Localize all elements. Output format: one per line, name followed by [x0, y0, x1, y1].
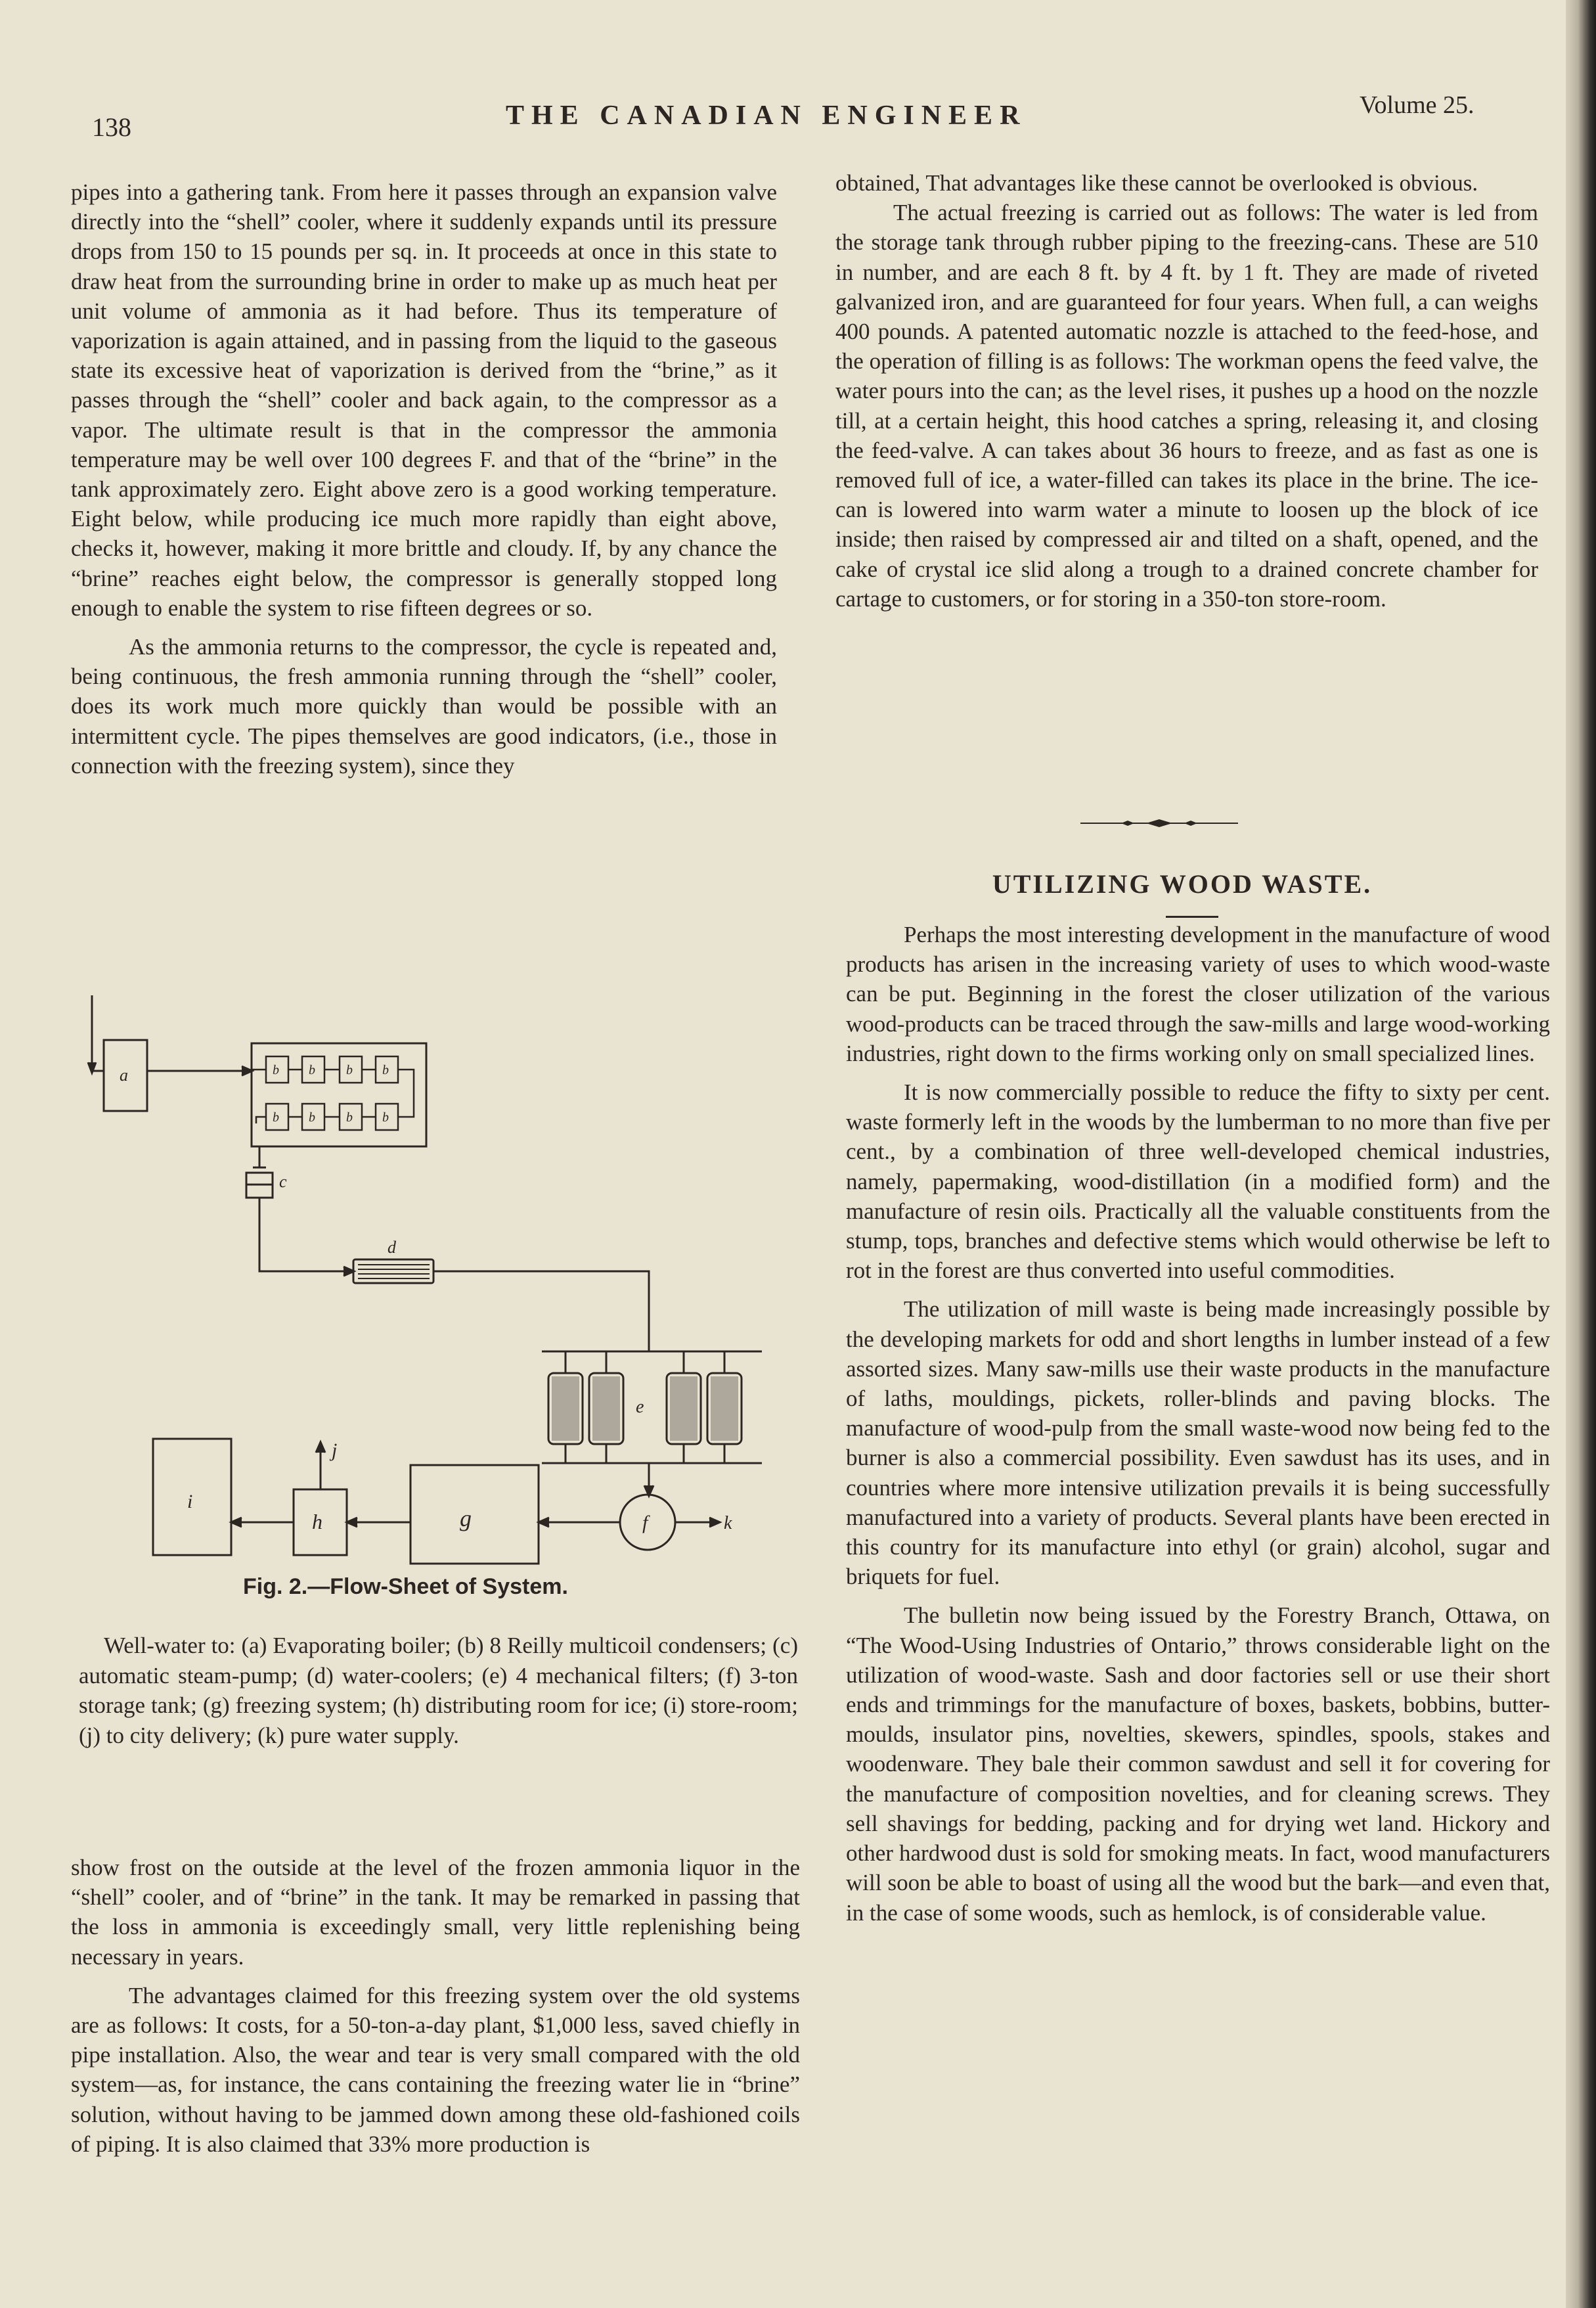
label-k: k — [724, 1513, 732, 1533]
label-h: h — [312, 1510, 322, 1533]
journal-title: THE CANADIAN ENGINEER — [506, 101, 1027, 131]
label-b: b — [273, 1110, 279, 1125]
arrow-head — [347, 1518, 357, 1527]
label-b: b — [309, 1063, 315, 1077]
figure-caption: Fig. 2.—Flow-Sheet of System. — [243, 1574, 568, 1599]
paragraph: As the ammonia returns to the compressor, the cycle is repeated and, being continuous, the fresh ammonia running through the “shell” cooler, does its work much more quickly than would be possible with an intermittent cycle. The pipes themselves are good indicators, (i.e., those in connection with the freezing system), since they — [71, 634, 777, 779]
condenser-labels — [273, 1063, 389, 1125]
label-i: i — [187, 1491, 193, 1512]
mechanical-filters — [548, 1351, 742, 1463]
freezing-system-box — [410, 1465, 539, 1564]
label-b: b — [346, 1110, 353, 1125]
label-g: g — [460, 1505, 472, 1531]
paragraph: The advantages claimed for this freezing system over the old systems are as follows: It costs, for a 50-ton-a-day plant, $1,000 less, saved chiefly in pipe installation. Also, the wear and tear is very small compared with the old system—as, for instance, the cans containing the freezing water lie in “brine” solution, without having to be jammed down among these old-fashioned coils of piping. It is also claimed that 33% more production is — [71, 1982, 800, 2157]
paragraph: pipes into a gathering tank. From here it passes through an expansion valve directly into the “shell” cooler, where it suddenly expands until its pressure drops from 150 to 15 pounds per sq. in. It proceeds at once in this state to draw heat from the surrounding brine in order to make up as much heat per unit volume of ammonia as it had before. Thus its temperature of vaporization is again attained, and in passing from the liquid to the gaseous state its excessive heat of vaporization is derived from the “brine,” as it passes through the “shell” cooler and back again, to the compressor as a vapor. The ultimate result is that in the compressor the ammonia temperature may be well over 100 degrees F. and that of the “brine” in the tank approximately zero. Eight above zero is a good working temperature. Eight below, while producing ice much more rapidly than eight above, checks it, however, making it more brittle and cloudy. If, by any chance the “brine” reaches eight below, the compressor is generally stopped long enough to enable the system to rise fifteen degrees or so. — [71, 179, 777, 621]
article-title: UTILIZING WOOD WASTE. — [992, 869, 1373, 899]
paragraph: The bulletin now being issued by the Forestry Branch, Ottawa, on “The Wood-Using Industries of Ontario,” throws considerable light on the utilization of wood-waste. Sash and door factories sell or use their short ends and trimmings for the manufacture of boxes, baskets, bobbins, butter-moulds, insulator pins, novelties, skewers, spindles, spools, stakes and woodenware. They bale their common sawdust and sell it for covering for the manufacture of composition novelties, and for cleaning screws. They sell shavings for bedding, packing and for drying wet land. Hickory and other hardwood dust is sold for smoking meats. In fact, wood manufacturers will soon be able to boast of using all the wood but the bark—and even that, in the case of some woods, such as hemlock, is of considerable value. — [846, 1602, 1550, 1926]
page-number: 138 — [92, 112, 131, 142]
pipe-d-to-filters — [433, 1271, 649, 1351]
label-b: b — [382, 1063, 389, 1077]
well-water-inlet-line — [92, 995, 104, 1071]
left-column-top-text — [71, 177, 777, 781]
paragraph: The actual freezing is carried out as follows: The water is led from the storage tank through rubber piping to the freezing-cans. These are 510 in number, and are each 8 ft. by 4 ft. by 1 ft. They are made of riveted galvanized iron, and are guaranteed for four years. When full, a can weighs 400 pounds. A patented automatic nozzle is attached to the feed-hose, and the operation of filling is as follows: The workman opens the feed valve, the water pours into the can; as the level rises, it pushes up a hood on the nozzle till, at a certain height, this hood catches a spring, releasing it, and closing the feed-valve. A can takes about 36 hours to freeze, and as fast as one is removed full of ice, a water-filled can takes its place in the brine. The ice-can is lowered into warm water a minute to loosen up the block of ice inside; then raised by compressed air and tilted on a shaft, opened, and the cake of crystal ice slid along a trough to a drained concrete chamber for cartage to customers, or for storing in a 350-ton store-room. — [835, 200, 1538, 612]
right-column-top-text — [835, 168, 1538, 614]
paragraph: Perhaps the most interesting development in the manufacture of wood products has arisen in the increasing variety of uses to which wood-waste can be put. Beginning in the forest the closer utilization of the various wood-products can be traced through the saw-mills and large wood-working industries, right down to the firms working only on small specialized lines. — [846, 922, 1550, 1066]
article-body — [846, 920, 1550, 1928]
paragraph: It is now commercially possible to reduce the fifty to sixty per cent. waste formerly left in the woods by the lumberman to no more than five per cent., by a combination of three well-developed chemical industries, namely, papermaking, wood-distillation (in a modified form) and the manufacture of resin oils. Practically all the valuable constituents from the stump, tops, branches and defective stems which would otherwise be left to rot in the forest are thus converted into useful commodities. — [846, 1079, 1550, 1284]
paragraph: show frost on the outside at the level of the frozen ammonia liquor in the “shell” cooler, and of “brine” in the tank. It may be remarked in passing that the loss in ammonia is exceedingly small, very little replenishing being necessary in years. — [71, 1855, 800, 1970]
paragraph: obtained, That advantages like these cannot be overlooked is obvious. — [835, 170, 1478, 196]
label-f: f — [642, 1512, 648, 1533]
arrow-head — [231, 1518, 242, 1527]
label-b: b — [382, 1110, 389, 1125]
section-divider-ornament — [1080, 819, 1238, 828]
label-b: b — [309, 1110, 315, 1125]
label-e: e — [636, 1397, 644, 1417]
legend-text: Well-water to: (a) Evaporating boiler; (b) 8 Reilly multicoil condensers; (c) automatic steam-pump; (d) water-coolers; (e) 4 mechanical filters; (f) 3-ton storage tank; (g) freezing system; (h) distributing room for ice; (i) store-room; (j) to city delivery; (k) pure water supply. — [79, 1633, 798, 1748]
left-column-bottom-text — [71, 1853, 800, 2159]
paragraph: The utilization of mill waste is being made increasingly possible by the developing markets for odd and short lengths in lumber instead of a few assorted sizes. Many saw-mills use their waste products in the manufacture of laths, mouldings, pickets, roller-blinds and paving blocks. The manufacture of wood-pulp from the small waste-wood now being fed to the burner is also a commercial possibility. Even sawdust has its uses, and in countries where more intensive utilization prevails it is being successfully manufactured into a variety of products. Several plants have been erected in this country for its manufacture into ethyl (or grain) alcohol, sugar and briquets for fuel. — [846, 1296, 1550, 1590]
arrow-head — [709, 1518, 720, 1527]
label-c: c — [279, 1172, 287, 1191]
arrow-head — [316, 1442, 325, 1453]
arrow-head — [539, 1518, 549, 1527]
figure-legend — [79, 1631, 798, 1750]
title-rule — [1166, 916, 1218, 918]
label-d: d — [388, 1238, 396, 1257]
volume-label: Volume 25. — [1360, 91, 1474, 119]
page-binding-edge — [1566, 0, 1596, 2308]
label-b: b — [273, 1063, 279, 1077]
label-a: a — [120, 1066, 128, 1085]
water-cooler — [353, 1259, 433, 1283]
flow-sheet-figure — [79, 989, 801, 1580]
pipe-c-to-d — [259, 1198, 353, 1271]
label-j: j — [332, 1439, 338, 1461]
label-b: b — [346, 1063, 353, 1077]
